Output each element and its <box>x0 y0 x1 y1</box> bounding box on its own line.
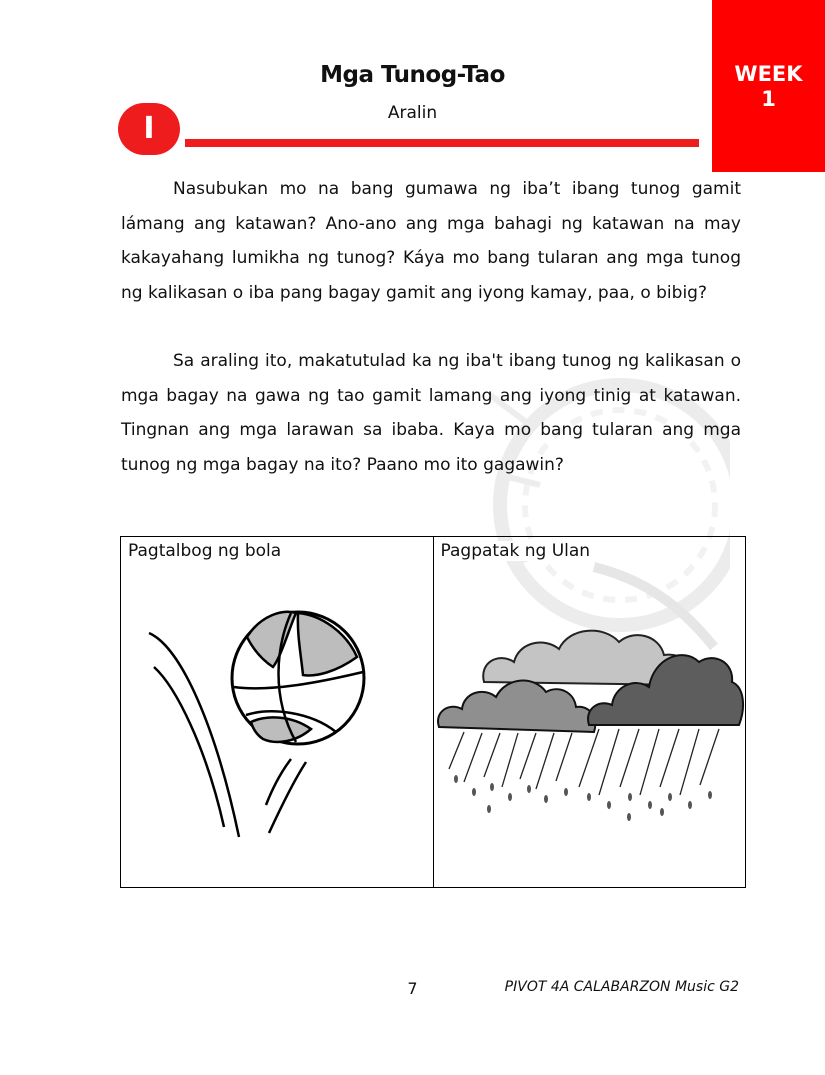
rain-clouds-icon <box>434 537 745 887</box>
illustration-table <box>120 536 746 888</box>
panel-rain <box>433 537 746 887</box>
section-badge: I <box>118 103 180 155</box>
page-subtitle: Aralin <box>387 103 438 123</box>
panel-bouncing-ball <box>121 537 433 887</box>
panel-label: Pagpatak ng Ulan <box>440 541 591 561</box>
panel-label: Pagtalbog ng bola <box>128 541 282 561</box>
intro-paragraph: Nasubukan mo na bang gumawa ng iba’t ibang tunog gamit lámang ang katawan? Ano-ano ang mga bahagi ng katawan na may kakayahang lumikha ng tunog? Káya mo bang tularan ang mga tunog ng kalikasan o iba pang bagay gamit ang iyong kamay, paa, o bibig? <box>121 179 741 303</box>
basketball-icon <box>121 537 432 887</box>
page-number: 7 <box>407 979 418 998</box>
week-label: WEEK <box>734 62 803 86</box>
page-title: Mga Tunog-Tao <box>320 62 505 88</box>
footer-credit: PIVOT 4A CALABARZON Music G2 <box>504 979 739 995</box>
lesson-paragraph: Sa araling ito, makatutulad ka ng iba't ibang tunog ng kalikasan o mga bagay na gawa ng tao gamit lamang ang iyong tinig at katawan. Tingnan ang mga larawan sa ibaba. Kaya mo bang tularan ang mga tunog ng mga bagay na ito? Paano mo ito gagawin? <box>121 351 741 475</box>
title-divider <box>185 139 699 147</box>
week-number: 1 <box>761 87 776 111</box>
